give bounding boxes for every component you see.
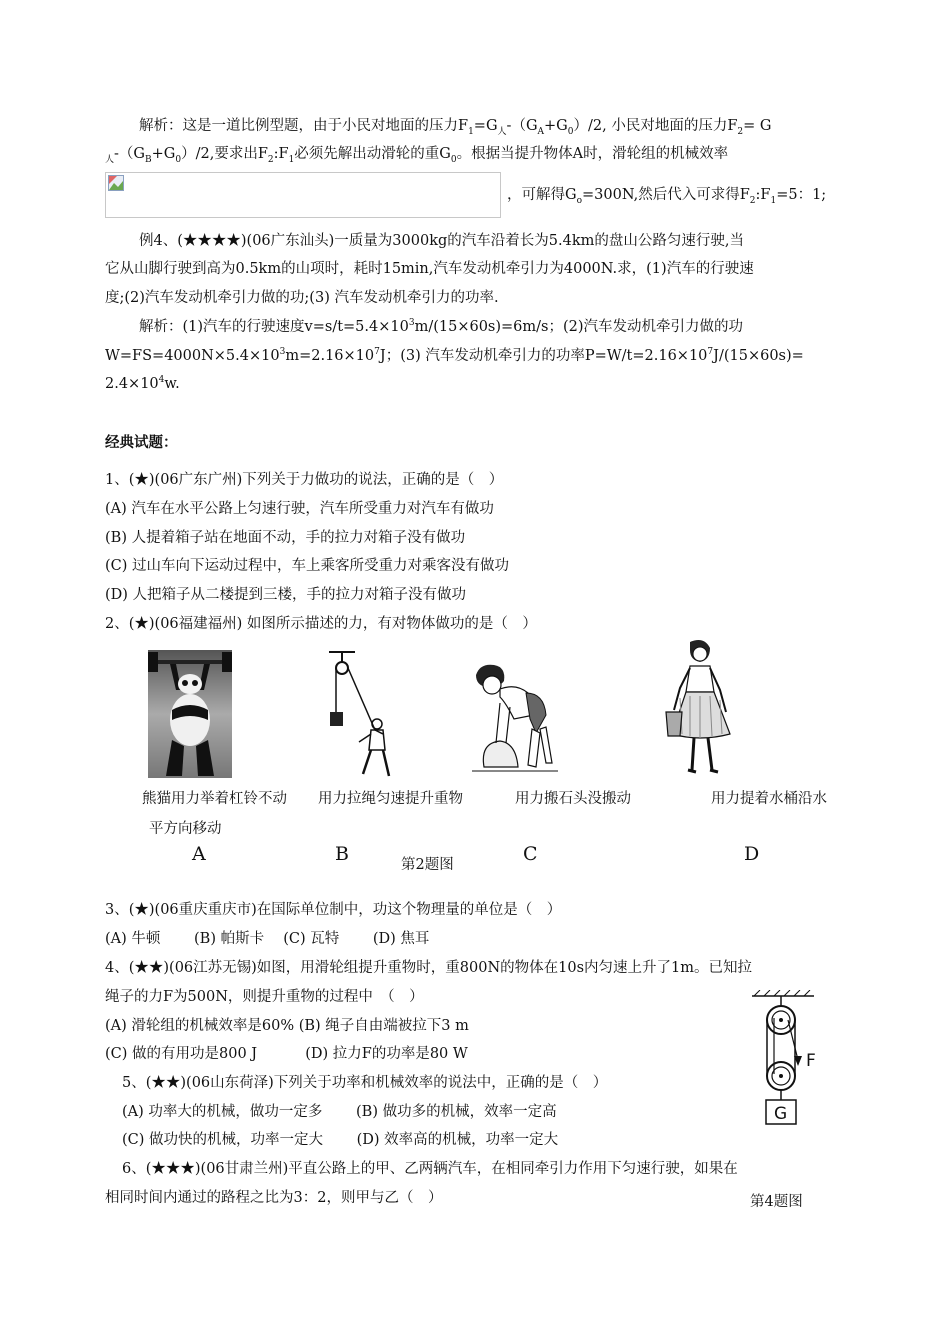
analysis3-line2 bbox=[105, 144, 728, 164]
text: ，可解得G bbox=[507, 187, 577, 203]
superscript: 7 bbox=[707, 347, 714, 358]
pulley-block-figure bbox=[752, 990, 842, 1130]
panda-barbell-figure bbox=[148, 650, 232, 778]
subscript: B bbox=[145, 154, 152, 165]
q2-stem: 2、(★)(06福建福州) 如图所示描述的力，有对物体做功的是（ ） bbox=[105, 616, 537, 632]
subscript: 0 bbox=[175, 154, 182, 165]
q1-stem: 1、(★)(06广东广州)下列关于力做功的说法，正确的是（ ） bbox=[105, 472, 504, 488]
subscript: 2 bbox=[737, 126, 744, 137]
text: ）/2, 小民对地面的压力F bbox=[573, 118, 738, 134]
broken-image-icon bbox=[108, 175, 124, 191]
q2-letter-c: C bbox=[523, 843, 538, 865]
q5-options-ab: (A) 功率大的机械，做功一定多 (B) 做功多的机械，效率一定高 bbox=[122, 1104, 557, 1120]
q3-stem: 3、(★)(06重庆重庆市)在国际单位制中，功这个物理量的单位是（ ） bbox=[105, 902, 562, 918]
q4-figure-caption: 第4题图 bbox=[750, 1194, 803, 1210]
q1-option-d: (D) 人把箱子从二楼提到三楼，手的拉力对箱子没有做功 bbox=[105, 587, 467, 603]
q2-letter-a: A bbox=[192, 843, 206, 865]
force-label: F bbox=[806, 1051, 816, 1071]
text: :F bbox=[273, 146, 289, 162]
broken-formula-image bbox=[105, 172, 501, 218]
woman-bucket-figure bbox=[660, 638, 744, 778]
q2-letter-b: B bbox=[335, 843, 349, 865]
text: -（G bbox=[114, 146, 145, 162]
text: 。根据当提升物体A时，滑轮组的机械效率 bbox=[456, 146, 729, 162]
pulley-rope-figure bbox=[325, 650, 405, 780]
subscript: 人 bbox=[497, 126, 507, 137]
text: ）/2,要求出F bbox=[181, 146, 268, 162]
text: = G bbox=[743, 118, 772, 134]
superscript: 3 bbox=[279, 347, 286, 358]
analysis3-line3 bbox=[507, 185, 826, 205]
text: =300N,然后代入可求得F bbox=[582, 187, 750, 203]
analysis3-line1 bbox=[139, 116, 771, 136]
q6-stem-line2: 相同时间内通过的路程之比为3：2，则甲与乙（ ） bbox=[105, 1190, 443, 1206]
woman-rock-figure bbox=[470, 663, 560, 781]
text: w. bbox=[164, 376, 180, 392]
text: -（G bbox=[506, 118, 538, 134]
q1-option-c: (C) 过山车向下运动过程中，车上乘客所受重力对乘客没有做功 bbox=[105, 558, 510, 574]
q4-options-ab: (A) 滑轮组的机械效率是60% (B) 绳子自由端被拉下3 m bbox=[105, 1018, 469, 1034]
text: +G bbox=[544, 118, 568, 134]
text: 解析：(1)汽车的行驶速度v=s/t=5.4×10 bbox=[139, 319, 409, 335]
subscript: 人 bbox=[105, 154, 115, 165]
q4-options-cd: (C) 做的有用功是800 J (D) 拉力F的功率是80 W bbox=[105, 1046, 468, 1062]
text: 必须先解出动滑轮的重G bbox=[294, 146, 451, 162]
q2-caption-c: 用力搬石头没搬动 bbox=[515, 791, 631, 807]
text: m/(15×60s)=6m/s；(2)汽车发动机牵引力做的功 bbox=[414, 319, 744, 335]
text: =G bbox=[473, 118, 498, 134]
subscript: A bbox=[537, 126, 545, 137]
q5-options-cd: (C) 做功快的机械，功率一定大 (D) 效率高的机械，功率一定大 bbox=[122, 1132, 559, 1148]
example4-line2: 它从山脚行驶到高为0.5km的山项时，耗时15min,汽车发动机牵引力为4000N.求，(1)汽车的行驶速 bbox=[105, 261, 754, 277]
q4-stem-line1: 4、(★★)(06江苏无锡)如图，用滑轮组提升重物时，重800N的物体在10s内匀速上升了1m。已知拉 bbox=[105, 960, 753, 976]
q2-caption-b: 用力拉绳匀速提升重物 bbox=[318, 791, 463, 807]
subscript: 1 bbox=[468, 126, 474, 137]
subscript: 0 bbox=[567, 126, 574, 137]
superscript: 4 bbox=[158, 375, 165, 386]
subscript: 2 bbox=[749, 195, 756, 206]
text: +G bbox=[151, 146, 176, 162]
example4-line1: 例4、(★★★★)(06广东汕头)一质量为3000kg的汽车沿着长为5.4km的盘山公路匀速行驶,当 bbox=[139, 233, 744, 249]
q2-letter-d: D bbox=[744, 843, 760, 865]
text: 2.4×10 bbox=[105, 376, 159, 392]
text: :F bbox=[755, 187, 771, 203]
superscript: 3 bbox=[408, 318, 415, 329]
analysis4-line3 bbox=[105, 374, 180, 394]
text: =5：1; bbox=[776, 187, 827, 203]
q1-option-b: (B) 人提着箱子站在地面不动，手的拉力对箱子没有做功 bbox=[105, 530, 466, 546]
q2-figure-caption: 第2题图 bbox=[401, 857, 454, 873]
q5-stem: 5、(★★)(06山东荷泽)下列关于功率和机械效率的说法中，正确的是（ ） bbox=[122, 1075, 608, 1091]
q3-options: (A) 牛顿 (B) 帕斯卡 (C) 瓦特 (D) 焦耳 bbox=[105, 931, 430, 947]
example4-line3: 度;(2)汽车发动机牵引力做的功;(3) 汽车发动机牵引力的功率. bbox=[105, 290, 499, 306]
text: J；(3) 汽车发动机牵引力的功率P=W/t=2.16×10 bbox=[379, 348, 708, 364]
section-title: 经典试题： bbox=[105, 435, 178, 451]
q2-caption-a-line1: 熊猫用力举着杠铃不动 bbox=[142, 791, 287, 807]
q6-stem-line1: 6、(★★★)(06甘肃兰州)平直公路上的甲、乙两辆汽车，在相同牵引力作用下匀速行驶，如果在 bbox=[122, 1161, 738, 1177]
q4-stem-line2: 绳子的力F为500N，则提升重物的过程中 （ ） bbox=[105, 989, 424, 1005]
weight-label: G bbox=[774, 1104, 788, 1124]
q2-caption-d: 用力提着水桶沿水 bbox=[711, 791, 827, 807]
text: m=2.16×10 bbox=[285, 348, 375, 364]
text: J/(15×60s)= bbox=[713, 348, 804, 364]
superscript: 7 bbox=[374, 347, 380, 358]
subscript: 1 bbox=[288, 154, 295, 165]
subscript: 0 bbox=[450, 154, 457, 165]
analysis4-line1 bbox=[139, 317, 743, 337]
text: 解析：这是一道比例型题，由于小民对地面的压力F bbox=[139, 118, 469, 134]
text: W=FS=4000N×5.4×10 bbox=[105, 348, 280, 364]
subscript: 2 bbox=[267, 154, 274, 165]
subscript: 1 bbox=[770, 195, 777, 206]
subscript: o bbox=[576, 195, 583, 206]
analysis4-line2 bbox=[105, 346, 804, 366]
q2-caption-a-line2: 平方向移动 bbox=[149, 821, 222, 837]
q1-option-a: (A) 汽车在水平公路上匀速行驶，汽车所受重力对汽车有做功 bbox=[105, 501, 494, 517]
